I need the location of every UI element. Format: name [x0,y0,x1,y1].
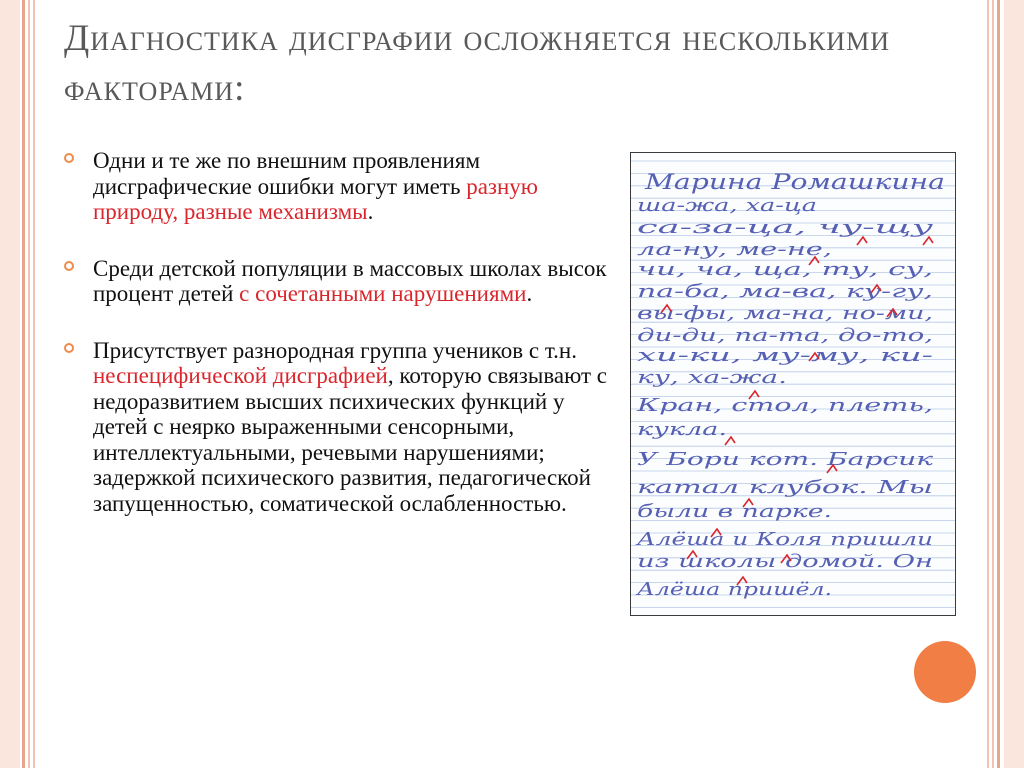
bullet-text: , которую связывают с недоразвитием высших психических функций у детей с неярко выраженными сенсорными, интеллектуальными, речевыми нарушениями; задержкой психического развития, педагогической запущенностью, соматической ослабленностью. [93,363,607,516]
bullet-text: . [526,281,533,306]
handwritten-line: ша-жа, ха-ца [637,195,817,216]
handwritten-line: хи-ки, му-му, ки- [637,345,933,366]
bullet-marker-icon [64,343,74,353]
decorative-circle [914,641,976,703]
bullet-marker-icon [64,261,74,271]
bullet-marker-icon [64,153,74,163]
handwritten-line: ди-ди, па-та, до-то, [637,325,933,346]
right-decorative-border [980,0,1024,768]
correction-mark [857,237,867,245]
bullet-text: Одни и те же по внешним проявлениям дисграфические ошибки могут иметь [93,148,481,199]
handwritten-line: па-ба, ма-ва, ку-гу, [637,281,933,302]
highlighted-text: с сочетанными нарушениями [239,281,527,306]
handwritten-line: чи, ча, ща, ту, су, [637,259,933,280]
handwritten-line: Кран, стол, плеть, [635,395,933,416]
highlighted-text: неспецифической дисграфией [93,363,388,388]
bullet-text: Среди детской популяции в массовых школах высок процент детей [93,255,607,306]
handwritten-line: са-за-ца, чу-щу [637,217,935,238]
highlighted-text: разную природу, разные механизмы [93,173,538,224]
handwritten-line: вы-фы, ма-на, но-ми, [637,303,933,324]
notebook-page [631,153,955,615]
bullet-item [64,256,624,307]
bullet-text: Присутствует разнородная группа учеников с т.н. [93,337,577,363]
handwritten-line: из школы домой. Он [637,551,933,572]
correction-mark [923,237,933,245]
bullet-list [64,148,624,547]
handwritten-line: У Бори кот. Барсик [637,449,934,470]
bullet-item [64,148,624,225]
handwritten-line: Марина Ромашкина [643,170,945,194]
handwritten-line: Алёша и Коля пришли [634,529,933,550]
handwritten-line: кукла. [637,419,727,440]
slide-title: Диагностика дисграфии осложняется несколькими факторами: [64,18,890,109]
handwriting-sample-image [630,152,956,616]
bullet-item [64,338,624,517]
handwritten-line: катал клубок. Мы [637,477,933,498]
handwritten-line: ла-ну, ме-не, [637,239,832,260]
handwritten-line: были в парке. [637,501,832,522]
handwritten-line: Алёша пришёл. [634,579,832,600]
bullet-text: . [367,199,374,224]
handwritten-line: ку, ха-жа. [637,367,787,388]
left-decorative-border [0,0,44,768]
